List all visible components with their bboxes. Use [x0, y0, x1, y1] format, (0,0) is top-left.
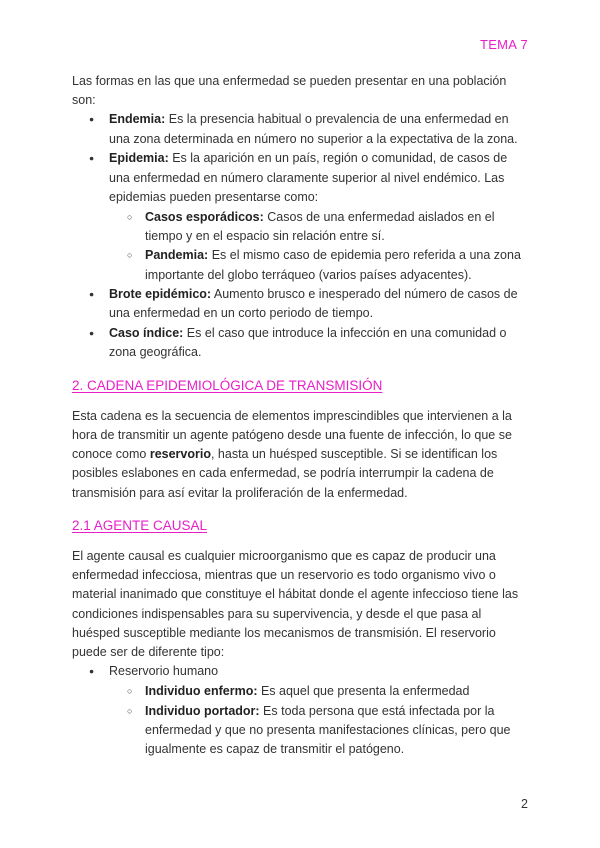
definition: Aumento brusco e inesperado del número de casos de una enfermedad en un corto periodo de tiempo. [109, 287, 518, 321]
term-pandemia: Pandemia: [145, 248, 209, 263]
term-individuo-portador: Individuo portador: [145, 703, 260, 718]
definition: Es el caso que introduce la infección en una comunidad o zona geográfica. [109, 326, 507, 360]
forms-list [72, 110, 526, 362]
term-casos-esporadicos: Casos esporádicos: [145, 209, 264, 224]
reservorio-list [72, 662, 526, 759]
definition: Es aquel que presenta la enfermedad [257, 684, 470, 699]
reservorio-sublist [109, 682, 526, 759]
text-run: Esta cadena es la secuencia de elementos imprescindibles que intervienen a la hora de transmitir un agente patógeno desde una fuente de infección, lo que se conoce como [72, 408, 512, 462]
term-endemia: Endemia: [109, 112, 166, 127]
term-brote-epidemico: Brote epidémico: [109, 287, 212, 302]
section-2-1-paragraph: El agente causal es cualquier microorganismo que es capaz de producir una enfermedad infecciosa, mientras que un reservorio es todo organismo vivo o material inanimado que constituye el hábitat donde el agente infeccioso tiene las condiciones indispensables para su supervivencia, y desde el que pasa al huésped susceptible mediante los mecanismos de transmisión. El reservorio puede ser de diferente tipo: [72, 548, 519, 659]
sub-list-item [109, 682, 526, 701]
chapter-tag: TEMA 7 [479, 37, 528, 52]
definition: Es la presencia habitual o prevalencia de una enfermedad en una zona determinada en número no superior a la expectativa de la zona. [109, 112, 518, 146]
sub-list-item [109, 208, 526, 246]
text-run: , hasta un huésped susceptible. Si se identifican los posibles eslabones en cada enfermedad, se podría interrumpir la cadena de transmisión para así evitar la proliferación de la enfermedad. [72, 447, 498, 500]
term-epidemia: Epidemia: [109, 151, 169, 166]
list-item [72, 662, 526, 759]
definition: Es el mismo caso de epidemia pero referida a una zona importante del globo terráqueo (varios países adyacentes). [145, 248, 521, 282]
intro-paragraph: Las formas en las que una enfermedad se pueden presentar en una población son: [72, 74, 507, 108]
sub-list-item [109, 702, 526, 760]
list-item [72, 149, 526, 284]
definition: Casos de una enfermedad aislados en el tiempo y en el espacio sin relación entre sí. [145, 209, 495, 244]
term-reservorio: reservorio [149, 447, 211, 462]
section-2-paragraph [72, 407, 526, 503]
reservorio-humano-label: Reservorio humano [109, 664, 219, 679]
section-2-1-heading: 2.1 AGENTE CAUSAL [72, 517, 208, 533]
list-item [72, 324, 526, 362]
list-item [72, 285, 526, 323]
definition: Es la aparición en un país, región o comunidad, de casos de una enfermedad en número claramente superior al nivel endémico. Las epidemias pueden presentarse como: [109, 151, 508, 204]
page-content [72, 72, 526, 760]
definition: Es toda persona que está infectada por la enfermedad y que no presenta manifestaciones clínicas, pero que igualmente es capaz de transmitir el patógeno. [145, 703, 511, 756]
epidemia-sublist [109, 208, 526, 285]
page-number: 2 [521, 797, 528, 811]
list-item [72, 110, 526, 148]
term-caso-indice: Caso índice: [109, 326, 184, 341]
sub-list-item [109, 246, 526, 284]
section-2-heading: 2. CADENA EPIDEMIOLÓGICA DE TRANSMISIÓN [72, 377, 383, 393]
term-individuo-enfermo: Individuo enfermo: [145, 684, 258, 699]
